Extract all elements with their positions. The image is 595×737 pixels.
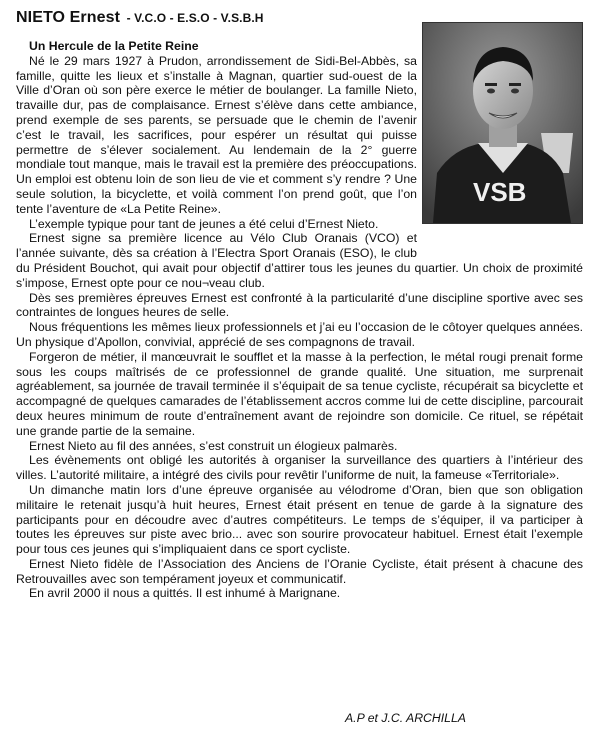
cyclist-name: NIETO Ernest <box>16 9 121 26</box>
paragraph <box>16 54 583 217</box>
photo-spacer <box>417 54 583 254</box>
paragraph: Nous fréquentions les mêmes lieux professionnels et j’ai eu l’occasion de le côtoyer quelques années. Un physique d’Apollon, convivial, apprécié de ses compagnons de travail. <box>16 320 583 349</box>
paragraph-text: Né le 29 mars 1927 à Prudon, arrondissement de Sidi-Bel-Abbès, sa famille, quitte les lieux et s’installe à Magnan, quartier sud-ouest de la Ville d’Oran où son père exerce le métier de boulanger. La famille Nieto, travaille dur, pas de complaisance. Ernest s’élève dans cette ambiance, prend exemple de ses parents, se persuade que le chemin de l’avenir c’est le travail, les sacrifices, pour espérer un résultat qui puisse permettre de s’élever socialement. Au lendemain de la 2° guerre mondiale tout manque, mais le travail est la première des préoccupations. Un emploi est obtenu loin de son lieu de vie et comment s’y rendre ? Une seule solution, la bicyclette, et voilà comment l’on prend goût, que l’on tente l’aventure de «La Petite Reine». <box>16 53 417 216</box>
author-signature: A.P et J.C. ARCHILLA <box>345 711 466 725</box>
paragraph: Ernest signe sa première licence au Vélo Club Oranais (VCO) et l’année suivante, dès sa création à l’Electra Sport Oranais (ESO), le club du Président Bouchot, qui avait pour objectif d’attirer tous les jeunes du quartier. Un choix de proximité s’impose, Ernest opte pour ce nou¬veau club. <box>16 231 583 290</box>
paragraph: En avril 2000 il nous a quittés. Il est inhumé à Marignane. <box>29 586 341 601</box>
article-page <box>16 9 583 601</box>
paragraph: Ernest Nieto au fil des années, s’est construit un élogieux palmarès. <box>29 438 398 453</box>
paragraph: L’exemple typique pour tant de jeunes a été celui d’Ernest Nieto. <box>29 216 379 231</box>
paragraph: Dès ses premières épreuves Ernest est confronté à la particularité d’une discipline sportive avec ses contraintes de longues heures de selle. <box>16 290 583 320</box>
article-subtitle: Un Hercule de la Petite Reine <box>29 39 199 53</box>
jersey-lettering: VSB <box>473 177 527 207</box>
paragraph: Les évènements ont obligé les autorités à organiser la surveillance des quartiers à l’intérieur des villes. L’autorité militaire, a intégré des civils pour revêtir l’uniforme de nuit, la fameuse «Territoriale». <box>16 453 583 483</box>
paragraph: Ernest Nieto fidèle de l’Association des Anciens de l’Oranie Cycliste, était présent à chacune des Retrouvailles avec son tempérament joyeux et communicatif. <box>16 556 583 586</box>
club-list: - V.C.O - E.S.O - V.S.B.H <box>126 11 264 25</box>
paragraph: Un dimanche matin lors d’une épreuve organisée au vélodrome d’Oran, bien que son obligation militaire le retenait jusqu’à huit heures, Ernest était présent en tenue de garde à la signature des participants pour en découdre avec d’autres compétiteurs. Le temps de s’équiper, il va participer à toutes les épreuves sur piste avec brio... avec son sourire provocateur habituel. Ernest était l’exemple pour tous ces jeunes qui s’impliquaient dans ce sport cycliste. <box>16 482 583 557</box>
article-body <box>16 39 583 601</box>
paragraph: Forgeron de métier, il manœuvrait le soufflet et la masse à la perfection, le métal rougi prenait forme sous les coups maîtrisés de ce professionnel de grande qualité. Une situation, me surprenait agréablement, sa journée de travail terminée il s’équipait de sa tenue cycliste, récupérait sa bicyclette et accompagné de quelques camarades de l’établissement accros comme lui de cette discipline, parcourait deux heures minimum de route d’entraînement avant de rejoindre son domicile. Ce rituel, se répétait une grande partie de la semaine. <box>16 349 583 438</box>
